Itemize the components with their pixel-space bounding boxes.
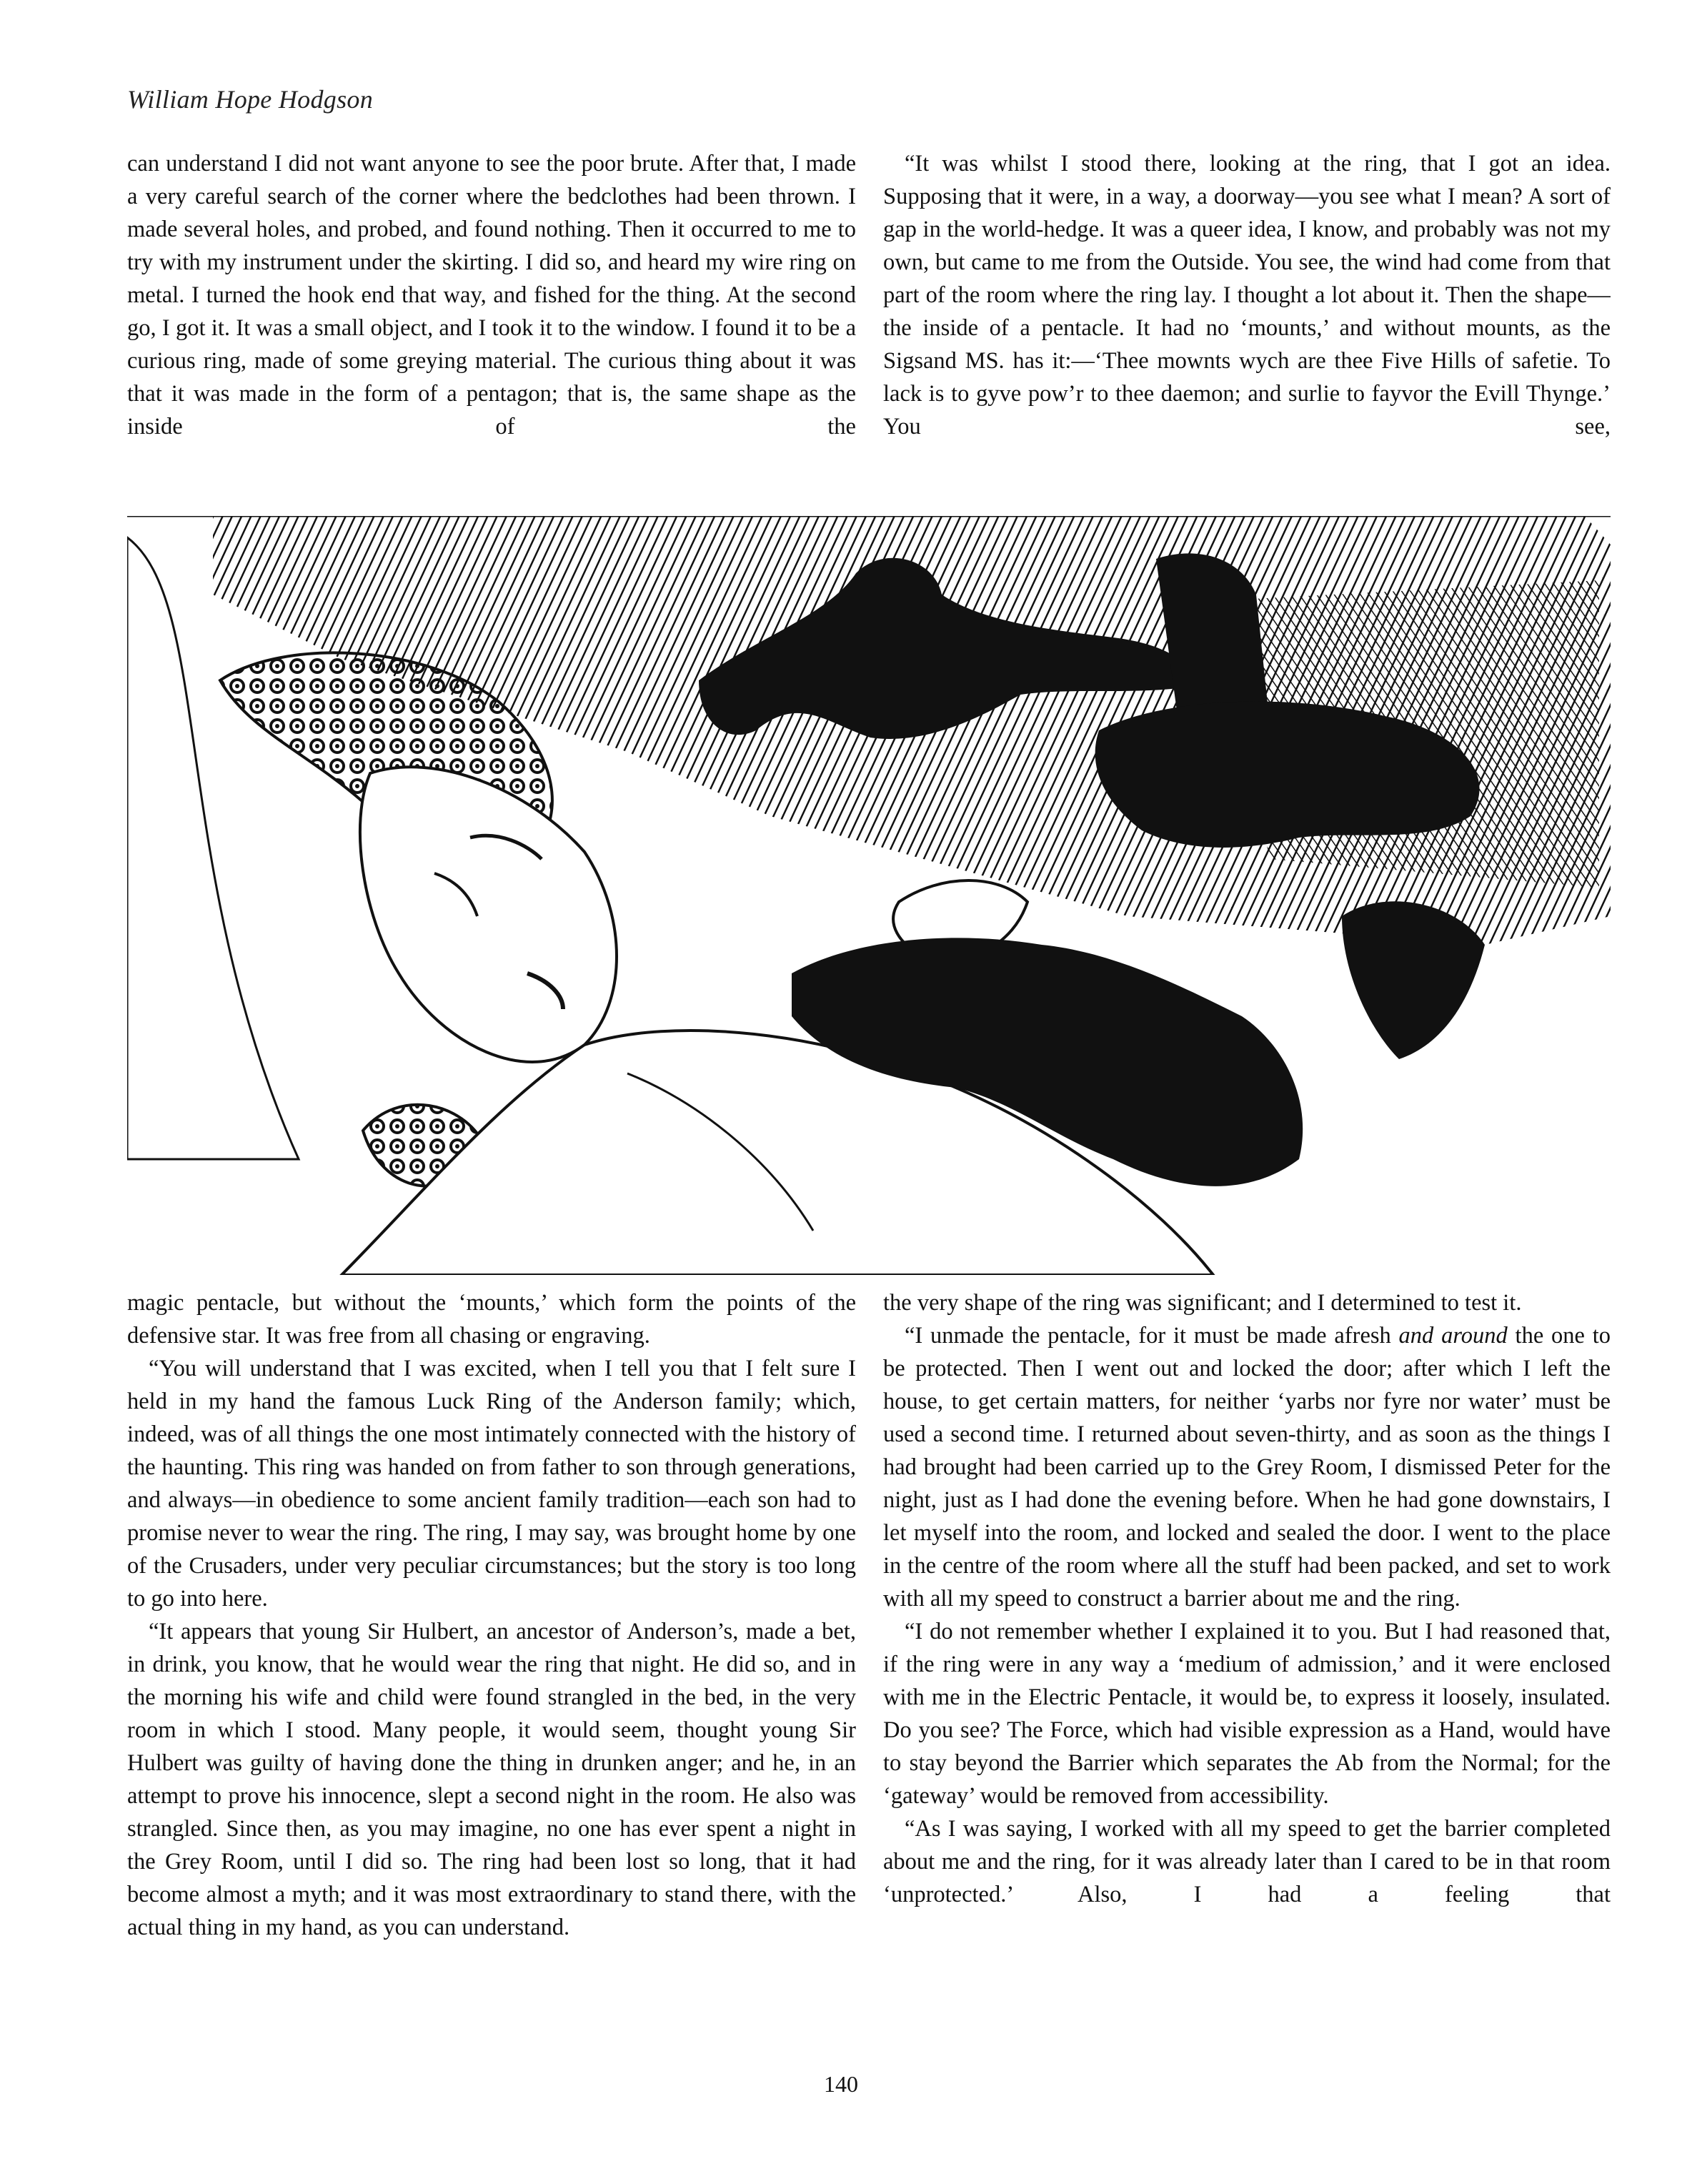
paragraph: “It appears that young Sir Hulbert, an ancestor of Anderson’s, made a bet, in drink, you know, that he would wear the ring that night. He did so, and in the morning his wife and child were found strangled in the bed, in the very room in which I stood. Many people, it would seem, thought young Sir Hulbert was guilty of having done the thing in drunken anger; and he, in an attempt to prove his innocence, slept a second night in the room. He also was strangled. Since then, as you may imagine, no one has ever spent a night in the Grey Room, until I did so. The ring had been lost so long, that it had become almost a myth; and it was most extraordinary to stand there, with the actual thing in my hand, as you can understand. [127, 1619, 856, 1940]
paragraph: “It was whilst I stood there, looking at the ring, that I got an idea. Supposing that it were, in a way, a doorway—you see what I mean? A sort of gap in the world-hedge. It was a queer idea, I know, and probably was not my own, but came to me from the Outside. You see, the wind had come from that part of the room where the ring lay. I thought a lot about it. Then the shape—the inside of a pentacle. It had no ‘mounts,’ and without mounts, as the Sigsand MS. has it:—‘Thee mownts wych are thee Five Hills of safetie. To lack is to gyve pow’r to thee daemon; and surlie to fayvor the Evill Thynge.’ You see, [883, 151, 1611, 440]
paragraph: “I do not remember whether I explained it to you. But I had reasoned that, if the ring were in any way a ‘medium of admission,’ and it were enclosed with me in the Electric Pentacle, it would be, to express it loosely, insulated. Do you see? The Force, which had visible expression as a Hand, would have to stay beyond the Barrier which separates the Ab from the Normal; for the ‘gateway’ would be removed from accessibility. [883, 1619, 1611, 1809]
text-column-top-right [883, 147, 1611, 509]
text-run: “I unmade the pentacle, for it must be made afresh [905, 1323, 1399, 1349]
page-number: 140 [824, 2071, 858, 2097]
running-head: William Hope Hodgson [127, 85, 373, 114]
italic-run: and around [1398, 1323, 1508, 1349]
paragraph: “You will understand that I was excited, when I tell you that I felt sure I held in my hand the famous Luck Ring of the Anderson family; which, indeed, was of all things the one most intimately connected with the history of the haunting. This ring was handed on from father to son through generations, and always—in obedience to some ancient family tradition—each son had to promise never to wear the ring. The ring, I may say, was brought home by one of the Crusaders, under very peculiar circumstances; but the story is too long to go into here. [127, 1356, 856, 1612]
text-column-top-left [127, 147, 856, 509]
paragraph [883, 1319, 1611, 1615]
text-column-bottom-left [127, 1286, 856, 2022]
ink-illustration [127, 516, 1611, 1275]
face [360, 767, 617, 1062]
paragraph: the very shape of the ring was significant; and I determined to test it. [883, 1290, 1522, 1316]
paragraph: magic pentacle, but without the ‘mounts,’ which form the points of the defensive star. It was free from all chasing or engraving. [127, 1290, 856, 1349]
paragraph: can understand I did not want anyone to see the poor brute. After that, I made a very careful search of the corner where the bedclothes had been thrown. I made several holes, and probed, and found nothing. Then it occurred to me to try with my instrument under the skirting. I did so, and heard my wire ring on metal. I turned the hook end that way, and fished for the thing. At the second go, I got it. It was a small object, and I took it to the window. I found it to be a curious ring, made of some greying material. The curious thing about it was that it was made in the form of a pentagon; that is, the same shape as the inside of the [127, 151, 856, 440]
text-run: the one to be protected. Then I went out and locked the door; after which I left the house, to get certain matters, for neither ‘yarbs nor fyre nor water’ must be used a second time. I returned about seven-thirty, and as soon as the things I had brought had been carried up to the Grey Room, I dismissed Peter for the night, just as I had done the evening before. When he had gone downstairs, I let myself into the room, and locked and sealed the door. I went to the place in the centre of the room where all the stuff had been packed, and set to work with all my speed to construct a barrier about me and the ring. [883, 1323, 1611, 1612]
paragraph: “As I was saying, I worked with all my speed to get the barrier completed about me and the ring, for it was already later than I cared to be in that room ‘unprotected.’ Also, I had a feeling that [883, 1816, 1611, 1907]
text-column-bottom-right [883, 1286, 1611, 2022]
